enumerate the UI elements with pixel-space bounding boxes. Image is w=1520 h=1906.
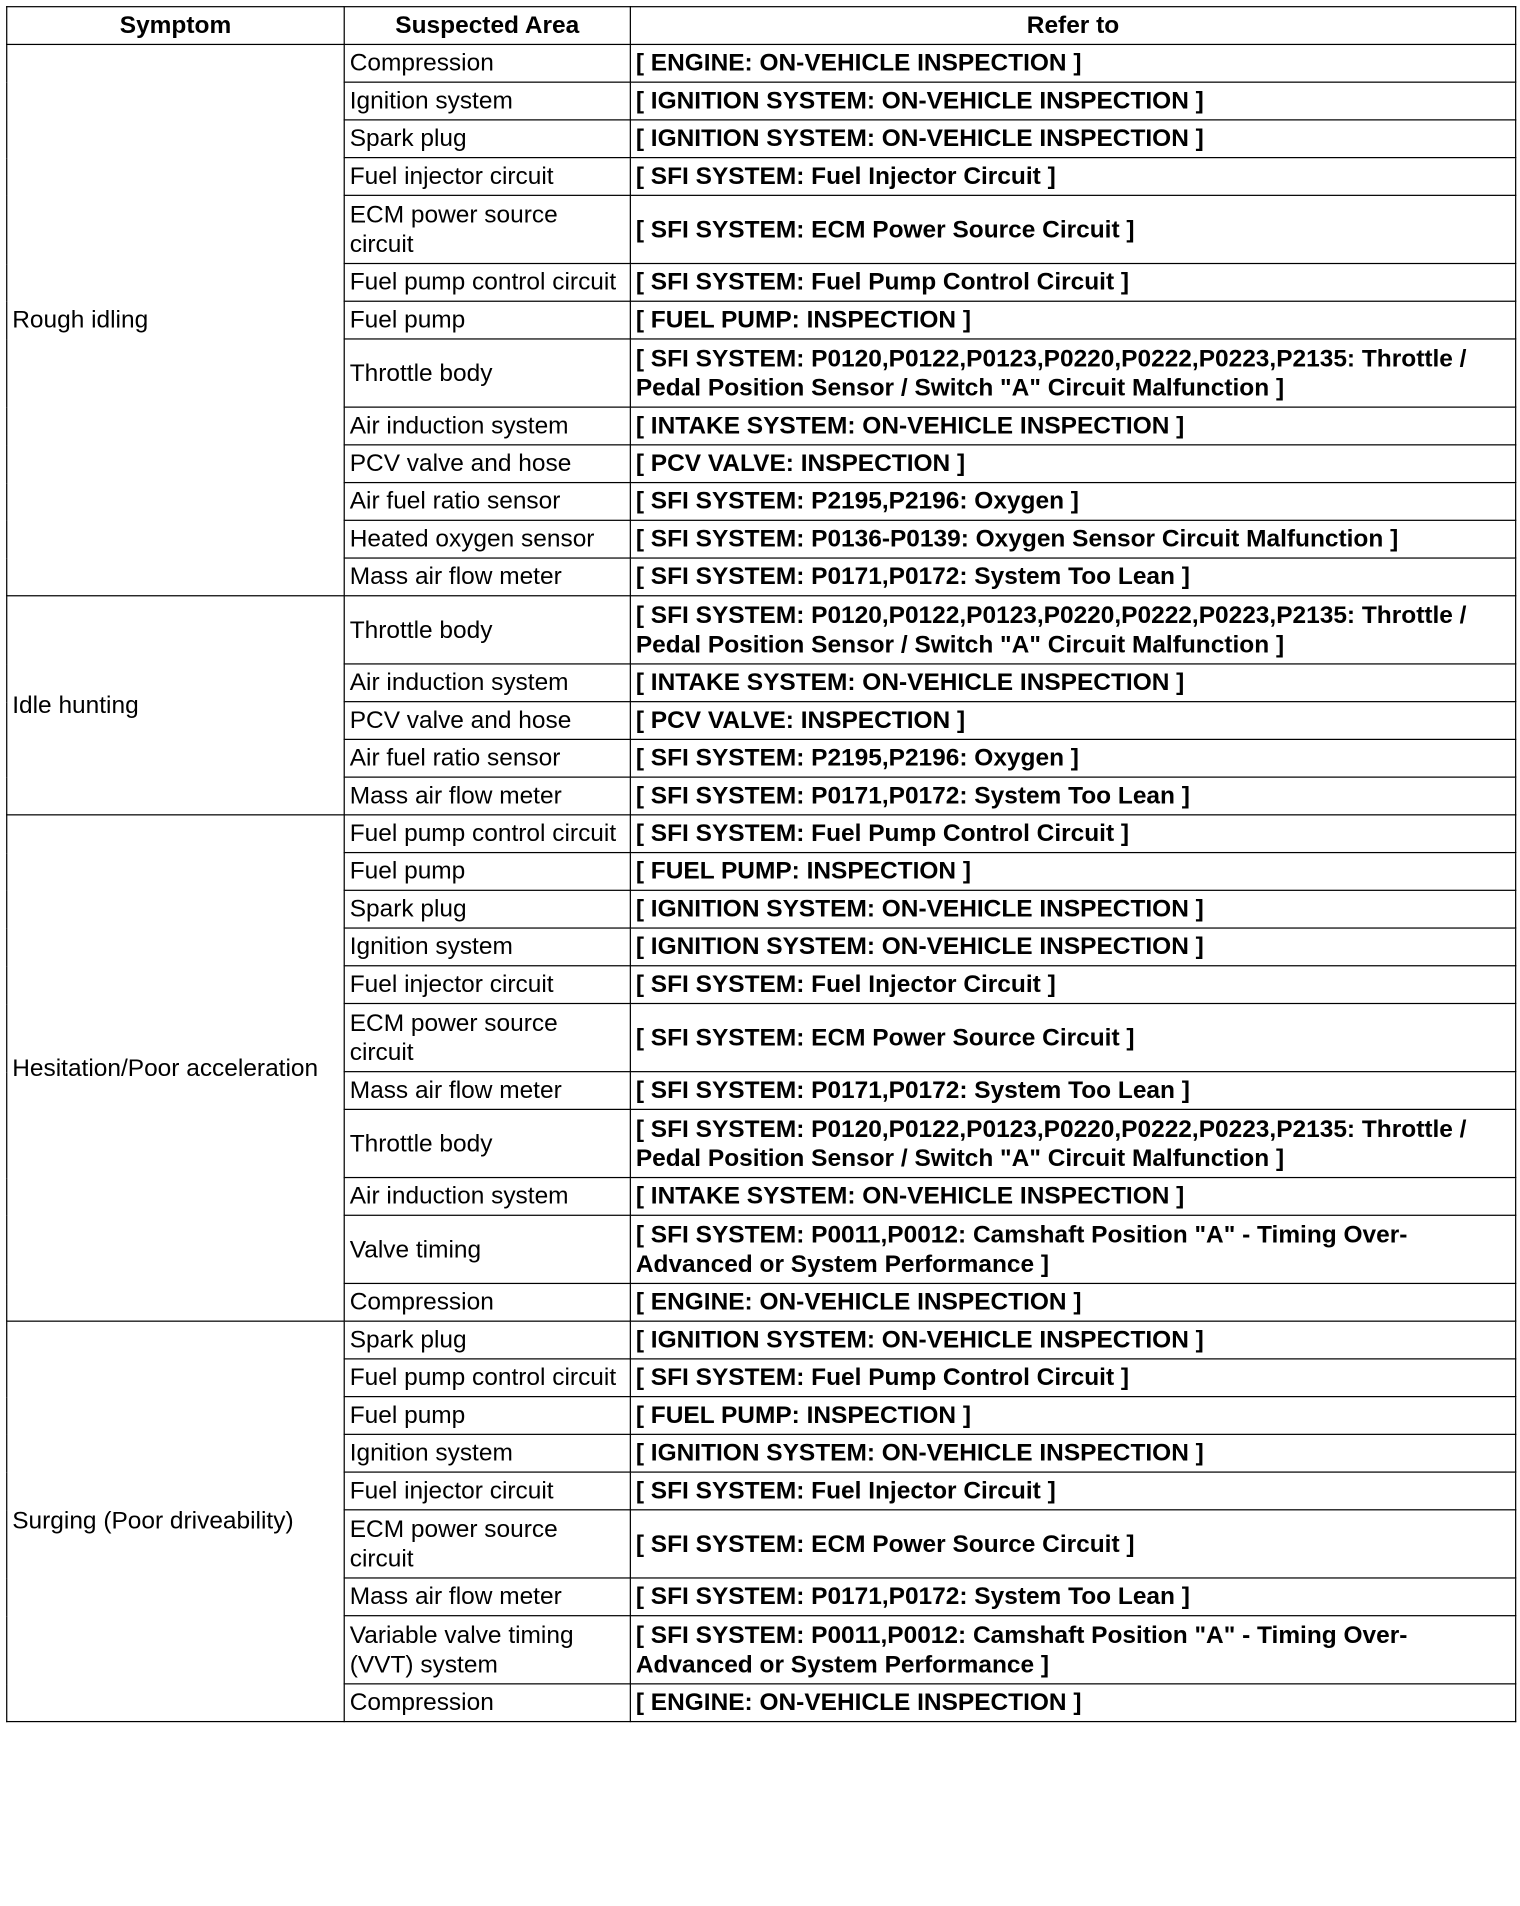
suspected-area-cell: Compression	[344, 44, 630, 82]
refer-to-cell: [ INTAKE SYSTEM: ON-VEHICLE INSPECTION ]	[630, 407, 1515, 445]
refer-to-cell: [ IGNITION SYSTEM: ON-VEHICLE INSPECTION ]	[630, 1434, 1515, 1472]
refer-to-cell: [ SFI SYSTEM: ECM Power Source Circuit ]	[630, 1003, 1515, 1071]
suspected-area-cell: Spark plug	[344, 1321, 630, 1359]
suspected-area-cell: Ignition system	[344, 928, 630, 966]
refer-to-cell: [ SFI SYSTEM: Fuel Injector Circuit ]	[630, 966, 1515, 1004]
refer-to-cell: [ SFI SYSTEM: P0120,P0122,P0123,P0220,P0222,P0223,P2135: Throttle / Pedal Position Sensor / Switch "A" Circuit Malfunction ]	[630, 339, 1515, 407]
refer-to-cell: [ SFI SYSTEM: Fuel Injector Circuit ]	[630, 158, 1515, 196]
refer-to-cell: [ INTAKE SYSTEM: ON-VEHICLE INSPECTION ]	[630, 1178, 1515, 1216]
suspected-area-cell: ECM power source circuit	[344, 195, 630, 263]
suspected-area-cell: Fuel pump control circuit	[344, 1359, 630, 1397]
suspected-area-cell: Throttle body	[344, 1109, 630, 1177]
refer-to-cell: [ ENGINE: ON-VEHICLE INSPECTION ]	[630, 44, 1515, 82]
suspected-area-cell: Spark plug	[344, 120, 630, 158]
table-row	[7, 596, 1516, 664]
table-row	[7, 815, 1516, 853]
refer-to-cell: [ SFI SYSTEM: P2195,P2196: Oxygen ]	[630, 483, 1515, 521]
suspected-area-cell: Valve timing	[344, 1215, 630, 1283]
refer-to-cell: [ INTAKE SYSTEM: ON-VEHICLE INSPECTION ]	[630, 664, 1515, 702]
table-row	[7, 1321, 1516, 1359]
suspected-area-cell: Mass air flow meter	[344, 1578, 630, 1616]
refer-to-cell: [ SFI SYSTEM: P0011,P0012: Camshaft Position "A" - Timing Over-Advanced or System Performance ]	[630, 1616, 1515, 1684]
refer-to-cell: [ SFI SYSTEM: P0171,P0172: System Too Lean ]	[630, 1578, 1515, 1616]
suspected-area-cell: Heated oxygen sensor	[344, 520, 630, 558]
suspected-area-cell: Ignition system	[344, 82, 630, 120]
refer-to-cell: [ ENGINE: ON-VEHICLE INSPECTION ]	[630, 1283, 1515, 1321]
refer-to-cell: [ SFI SYSTEM: Fuel Pump Control Circuit ]	[630, 815, 1515, 853]
header-suspected-area: Suspected Area	[344, 7, 630, 45]
refer-to-cell: [ SFI SYSTEM: P0171,P0172: System Too Lean ]	[630, 1072, 1515, 1110]
refer-to-cell: [ PCV VALVE: INSPECTION ]	[630, 702, 1515, 740]
symptom-cell: Surging (Poor driveability)	[7, 1321, 344, 1721]
refer-to-cell: [ FUEL PUMP: INSPECTION ]	[630, 853, 1515, 891]
suspected-area-cell: Air induction system	[344, 1178, 630, 1216]
symptom-cell: Hesitation/Poor acceleration	[7, 815, 344, 1321]
table-row	[7, 44, 1516, 82]
suspected-area-cell: Air fuel ratio sensor	[344, 739, 630, 777]
suspected-area-cell: Compression	[344, 1684, 630, 1722]
suspected-area-cell: PCV valve and hose	[344, 445, 630, 483]
symptom-cell: Rough idling	[7, 44, 344, 595]
table-body	[7, 44, 1516, 1721]
suspected-area-cell: Mass air flow meter	[344, 777, 630, 815]
refer-to-cell: [ PCV VALVE: INSPECTION ]	[630, 445, 1515, 483]
symptom-cell: Idle hunting	[7, 596, 344, 815]
symptom-table	[6, 6, 1516, 1722]
suspected-area-cell: ECM power source circuit	[344, 1003, 630, 1071]
suspected-area-cell: Spark plug	[344, 890, 630, 928]
suspected-area-cell: Variable valve timing (VVT) system	[344, 1616, 630, 1684]
refer-to-cell: [ FUEL PUMP: INSPECTION ]	[630, 301, 1515, 339]
suspected-area-cell: Fuel pump control circuit	[344, 264, 630, 302]
refer-to-cell: [ SFI SYSTEM: P0171,P0172: System Too Lean ]	[630, 558, 1515, 596]
suspected-area-cell: Fuel injector circuit	[344, 158, 630, 196]
refer-to-cell: [ IGNITION SYSTEM: ON-VEHICLE INSPECTION ]	[630, 928, 1515, 966]
suspected-area-cell: Air induction system	[344, 664, 630, 702]
suspected-area-cell: Fuel injector circuit	[344, 1472, 630, 1510]
suspected-area-cell: Fuel pump control circuit	[344, 815, 630, 853]
refer-to-cell: [ SFI SYSTEM: P2195,P2196: Oxygen ]	[630, 739, 1515, 777]
refer-to-cell: [ IGNITION SYSTEM: ON-VEHICLE INSPECTION ]	[630, 82, 1515, 120]
suspected-area-cell: Air fuel ratio sensor	[344, 483, 630, 521]
refer-to-cell: [ SFI SYSTEM: P0171,P0172: System Too Lean ]	[630, 777, 1515, 815]
refer-to-cell: [ SFI SYSTEM: P0011,P0012: Camshaft Position "A" - Timing Over-Advanced or System Performance ]	[630, 1215, 1515, 1283]
refer-to-cell: [ IGNITION SYSTEM: ON-VEHICLE INSPECTION ]	[630, 890, 1515, 928]
refer-to-cell: [ IGNITION SYSTEM: ON-VEHICLE INSPECTION ]	[630, 1321, 1515, 1359]
suspected-area-cell: Compression	[344, 1283, 630, 1321]
refer-to-cell: [ SFI SYSTEM: Fuel Pump Control Circuit ]	[630, 264, 1515, 302]
refer-to-cell: [ SFI SYSTEM: P0120,P0122,P0123,P0220,P0222,P0223,P2135: Throttle / Pedal Position Sensor / Switch "A" Circuit Malfunction ]	[630, 1109, 1515, 1177]
suspected-area-cell: Fuel pump	[344, 301, 630, 339]
suspected-area-cell: Fuel pump	[344, 1397, 630, 1435]
suspected-area-cell: ECM power source circuit	[344, 1510, 630, 1578]
suspected-area-cell: Throttle body	[344, 339, 630, 407]
suspected-area-cell: Fuel injector circuit	[344, 966, 630, 1004]
suspected-area-cell: Mass air flow meter	[344, 1072, 630, 1110]
refer-to-cell: [ SFI SYSTEM: P0120,P0122,P0123,P0220,P0222,P0223,P2135: Throttle / Pedal Position Sensor / Switch "A" Circuit Malfunction ]	[630, 596, 1515, 664]
refer-to-cell: [ SFI SYSTEM: ECM Power Source Circuit ]	[630, 195, 1515, 263]
header-refer-to: Refer to	[630, 7, 1515, 45]
refer-to-cell: [ SFI SYSTEM: P0136-P0139: Oxygen Sensor Circuit Malfunction ]	[630, 520, 1515, 558]
suspected-area-cell: Air induction system	[344, 407, 630, 445]
refer-to-cell: [ SFI SYSTEM: Fuel Pump Control Circuit ]	[630, 1359, 1515, 1397]
suspected-area-cell: Fuel pump	[344, 853, 630, 891]
refer-to-cell: [ SFI SYSTEM: Fuel Injector Circuit ]	[630, 1472, 1515, 1510]
refer-to-cell: [ ENGINE: ON-VEHICLE INSPECTION ]	[630, 1684, 1515, 1722]
suspected-area-cell: Mass air flow meter	[344, 558, 630, 596]
refer-to-cell: [ IGNITION SYSTEM: ON-VEHICLE INSPECTION ]	[630, 120, 1515, 158]
suspected-area-cell: Ignition system	[344, 1434, 630, 1472]
refer-to-cell: [ SFI SYSTEM: ECM Power Source Circuit ]	[630, 1510, 1515, 1578]
suspected-area-cell: PCV valve and hose	[344, 702, 630, 740]
header-symptom: Symptom	[7, 7, 344, 45]
suspected-area-cell: Throttle body	[344, 596, 630, 664]
header-row	[7, 7, 1516, 45]
refer-to-cell: [ FUEL PUMP: INSPECTION ]	[630, 1397, 1515, 1435]
